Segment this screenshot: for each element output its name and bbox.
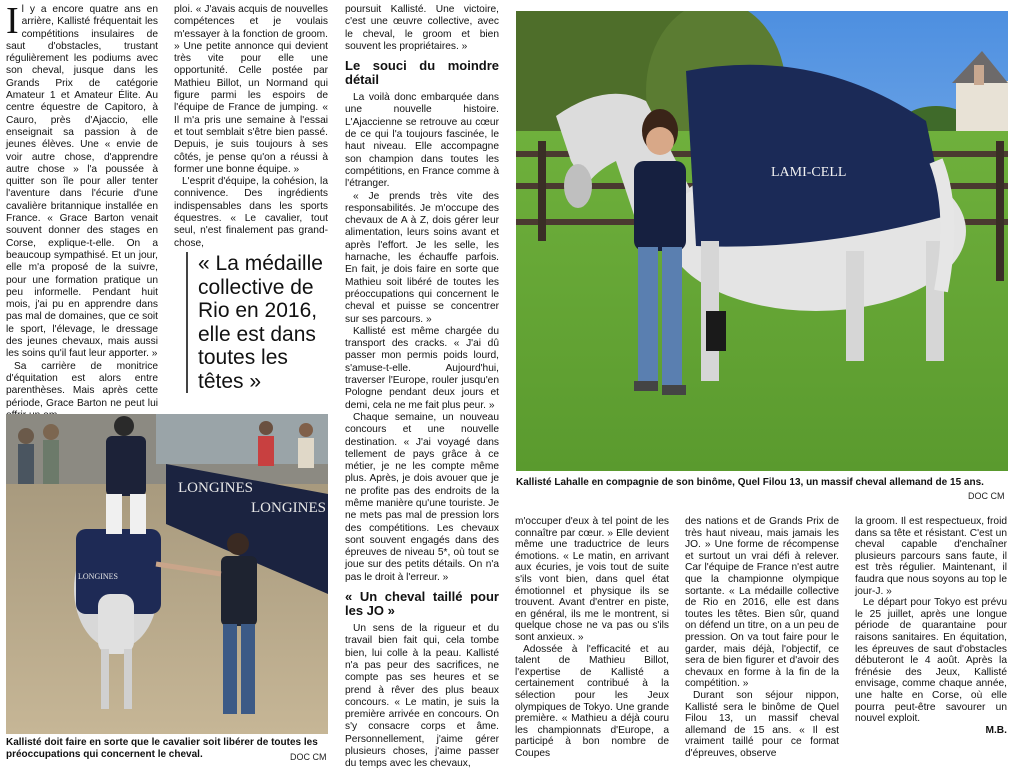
article-column-2 xyxy=(174,4,328,250)
paragraph: Il y a encore quatre ans en arrière, Kallisté fréquentait les compétitions insulaires de saut d'obstacles, trustant régulièrement les podiums avec son cheval, jusque dans les Grands Prix de catégorie Amateur 1 et Amateur Élite. Au centre équestre de Capitoro, à Cauro, près d'Ajaccio, elle enseignait sa passion à de jeunes élèves. Une « envie de voir autre chose, d'apprendre autre chose » l'a poussée à quitter son île pour aller tenter l'aventure dans l'écurie d'une cavalière britannique installée en France. « Grace Barton venait souvent donner des stages en Corse, explique-t-elle. On a beaucoup sympathisé. Et un jour, elle m'a proposé de la suivre, pour une formation pratique un peu informelle. Pendant huit mois, j'ai pu en apprendre dans pas mal de domaines, que ce soit le sport, l'élevage, le dressage des jeunes chevaux, mais aussi les soins qu'il faut leur apporter. » xyxy=(6,0,158,360)
article-column-1 xyxy=(6,0,158,422)
svg-text:LONGINES: LONGINES xyxy=(78,572,118,581)
paragraph: Un sens de la rigueur et du travail bien fait qui, cela tombe bien, lui colle à la peau. Kallisté n'a pas peur des sacrifices, ne compte pas ses heures et se prend à rêver des plus beaux concours. « Le matin, je suis la première arrivée en concours. On s'y consacre corps et âme. Personnellement, j'aime gérer plusieurs choses, j'aime passer du temps avec les chevaux, xyxy=(345,623,499,770)
article-column-4 xyxy=(515,516,669,759)
paragraph: m'occuper d'eux à tel point de les connaître par cœur. » Elle devient même une traductrice de leurs émotions. « Le matin, en arrivant aux écuries, je vois tout de suite s'ils vont bien, dans quel état émotionnel et physique ils se trouvent. Avant d'entrer en piste, en général, ils me le montrent, si quelque chose ne va pas ou s'ils sont anxieux. » xyxy=(515,516,669,643)
article-column-3 xyxy=(345,4,499,771)
paragraph: des nations et de Grands Prix de très haut niveau, mais jamais les JO. » Une forme de récompense et surtout un vrai défi à relever. Car l'équipe de France n'est autre que la championne olympique sortante. « La médaille collective de Rio en 2016, elle est dans toutes les têtes. Bien sûr, quand on défend un titre, on a un peu de pression. On va tout faire pour le garder, mais déjà, l'objectif, ce sera de bien figurer et d'avoir des chevaux en forme à la fin de la compétition. » xyxy=(685,516,839,690)
paragraph: « Je prends très vite des responsabilités. Je m'occupe des chevaux de A à Z, dois gérer leur alimentation, leurs soins avant et après l'effort. Je les selle, les harnache, les échauffe parfois. En fait, je dois faire en sorte que Mathieu soit libéré de toutes les préoccupations qui concernent le cheval et puisse se concentrer sur ses parcours. » xyxy=(345,190,499,325)
pull-quote: « La médaille collective de Rio en 2016, elle est dans toutes les têtes » xyxy=(186,252,338,393)
article-column-6 xyxy=(855,516,1007,736)
rug-text: LAMI-CELL xyxy=(771,165,847,180)
photo-caption-right: Kallisté Lahalle en compagnie de son binôme, Quel Filou 13, un massif cheval allemand de 15 ans. xyxy=(516,477,984,488)
paragraph: Adossée à l'efficacité et au talent de Mathieu Billot, l'expertise de Kallisté a certainement contribué à la sélection pour les Jeux olympiques de Tokyo. Une grande première. « Mathieu a déjà couru les championnats d'Europe, a participé à bon nombre de Coupes xyxy=(515,643,669,759)
photo-illustration xyxy=(6,414,328,734)
section-heading: « Un cheval taillé pour les JO » xyxy=(345,589,499,619)
paragraph: Chaque semaine, un nouveau concours et une nouvelle destination. « J'ai voyagé dans tellement de pays grâce à ce métier, je ne les compte même plus. Après, je dois avouer que je ne profite pas des endroits de la même manière qu'une touriste. Je ne mets pas mal de pression lors des compétitions. Les chevaux sont souvent engagés dans des épreuves de niveau 5*, où tout se joue sur des petits détails. On n'a pas le droit à l'erreur. » xyxy=(345,411,499,583)
author-signature: M.B. xyxy=(985,724,1007,736)
photo-groom-with-horse xyxy=(516,11,1008,471)
paragraph: L'esprit d'équipe, la cohésion, la connivence. Des ingrédients indispensables dans les sports équestres. « Le cavalier, tout seul, n'est finalement pas grand-chose, xyxy=(174,176,328,249)
section-heading: Le souci du moindre détail xyxy=(345,58,499,88)
photo-credit-left: DOC CM xyxy=(290,752,327,762)
photo-illustration xyxy=(516,11,1008,471)
paragraph: Sa carrière de monitrice d'équitation est alors entre parenthèses. Mais après cette période, Grace Barton ne peut lui xyxy=(6,360,158,409)
paragraph: la groom. Il est respectueux, froid dans sa tête et résistant. C'est un cheval capable d'enchaîner plusieurs parcours sans faute, il est très régulier. Maintenant, il faudra que nous soyons au top le jour-J. » xyxy=(855,516,1007,597)
photo-credit-right: DOC CM xyxy=(968,491,1005,501)
paragraph: ploi. « J'avais acquis de nouvelles compétences et je voulais m'essayer à la fonction de groom. » Une petite annonce qui devient très vite pour elle une opportunité. Celle postée par Mathieu Billot, un Normand qui figure parmi les espoirs de l'équipe de France de jumping. « Il m'a pris une semaine à l'essai et tout semblait s'être bien passé. Depuis, je suis toujours à ses côtés, je pense qu'on a réussi à former une bonne équipe. » xyxy=(174,4,328,175)
paragraph: poursuit Kallisté. Une victoire, c'est une œuvre collective, avec le cheval, le groom et bien souvent les propriétaires. » xyxy=(345,4,499,52)
banner-text: LONGINES xyxy=(178,480,253,496)
photo-groom-with-rider xyxy=(6,414,328,734)
paragraph: Kallisté est même chargée du transport des cracks. « J'ai dû passer mon permis poids lourd, s'amuse-t-elle. Aujourd'hui, traverser l'Europe, rouler jusqu'en Pologne pendant deux jours et demi, cela ne me fait plus peur. » xyxy=(345,325,499,411)
paragraph: La voilà donc embarquée dans une nouvelle histoire. L'Ajaccienne se retrouve au cœur de ce qui l'a toujours fascinée, le haut niveau. Elle accompagne son champion dans toutes les compétitions, en France comme à l'étranger. xyxy=(345,92,499,190)
drop-cap: I xyxy=(6,0,19,42)
paragraph: Durant son séjour nippon, Kallisté sera le binôme de Quel Filou 13, un massif cheval allemand de 15 ans. « Il est vraiment taillé pour ce format d'épreuves, observe xyxy=(685,689,839,759)
paragraph: Le départ pour Tokyo est prévu le 25 juillet, après une longue période de quarantaine pour raisons sanitaires. En équitation, les épreuves de saut d'obstacles débuteront le 4 août. Après la frénésie des Jeux, Kallisté envisage, comme chaque année, une halte en Corse, où elle pourra peut-être savourer un nouvel exploit. xyxy=(855,597,1007,725)
svg-text:LONGINES: LONGINES xyxy=(251,500,326,516)
photo-caption-left: Kallisté doit faire en sorte que le cavalier soit libérer de toutes les préoccupations qui concernent le cheval. xyxy=(6,737,318,760)
article-column-5 xyxy=(685,516,839,759)
